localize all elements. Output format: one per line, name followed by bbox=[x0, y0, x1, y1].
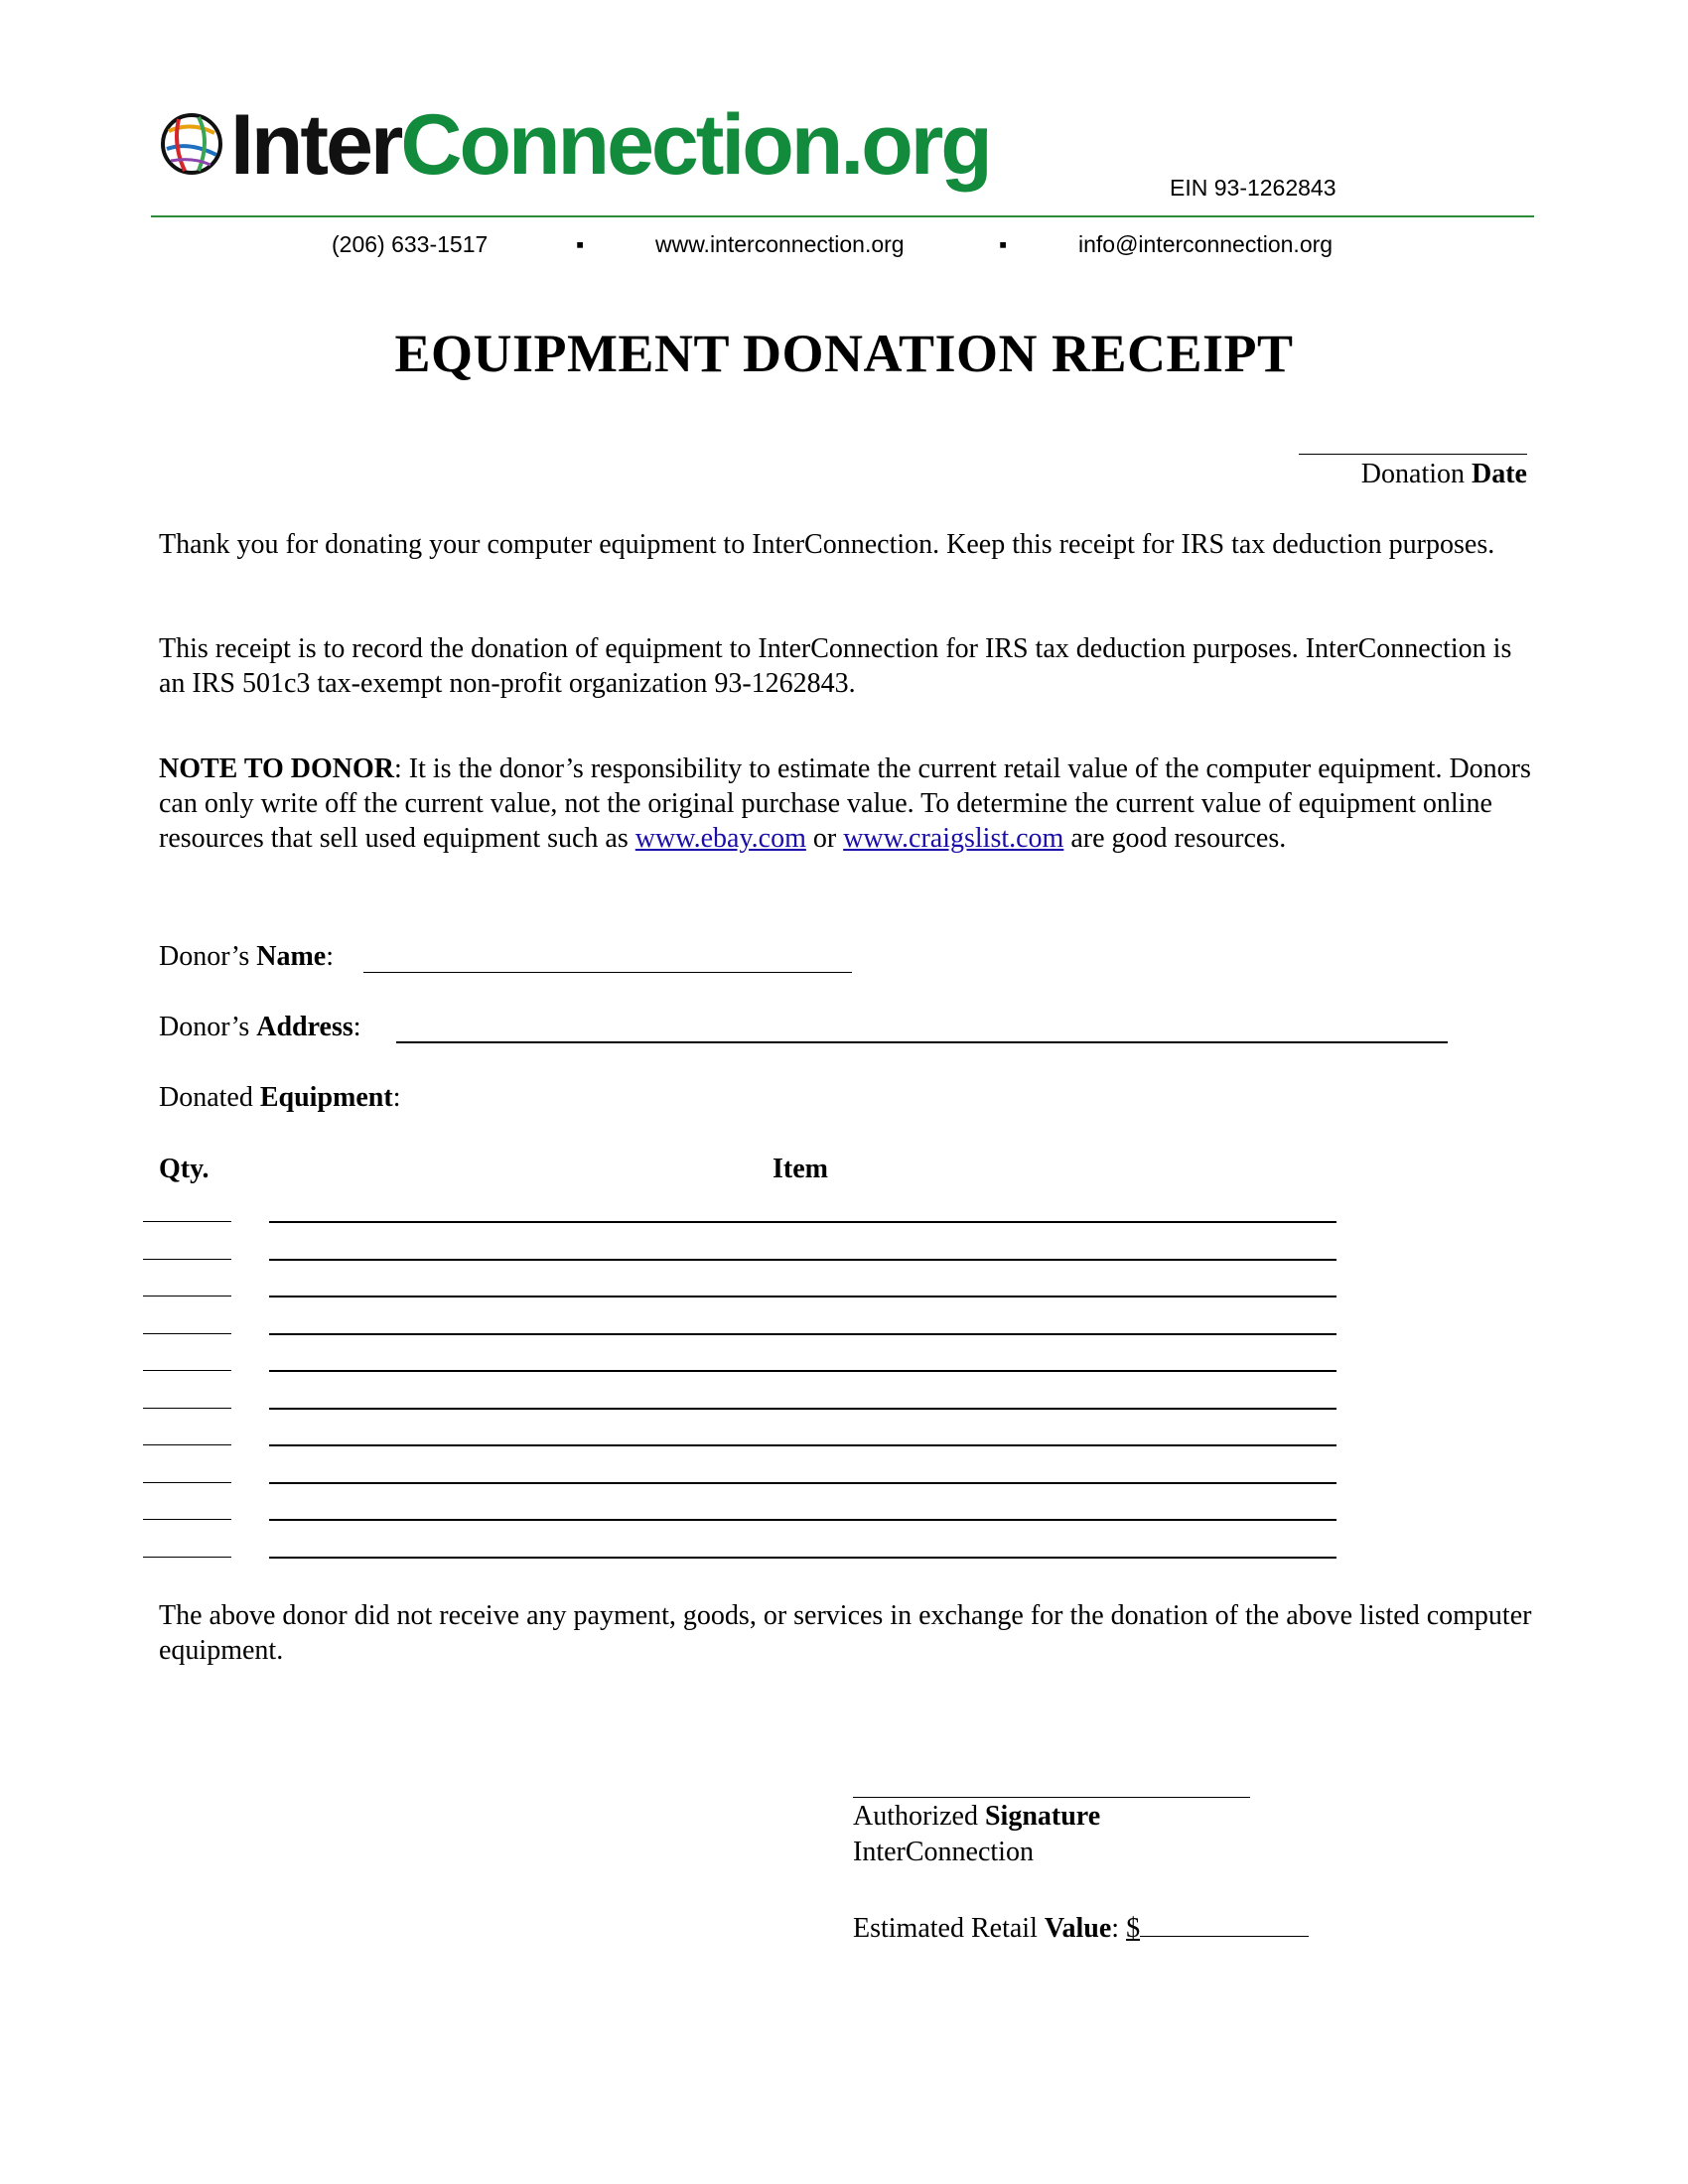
separator-bullet: ▪ bbox=[999, 231, 1008, 257]
logo-part-connection: Connection.org bbox=[400, 97, 990, 193]
donor-address-label bbox=[159, 1012, 361, 1043]
donated-equipment-label bbox=[159, 1082, 400, 1114]
donated-equipment-label-plain: Donated bbox=[159, 1082, 260, 1113]
signature-label-bold: Signature bbox=[984, 1801, 1101, 1832]
note-heading: NOTE TO DONOR bbox=[159, 753, 395, 784]
qty-blank-field[interactable] bbox=[143, 1221, 231, 1222]
no-exchange-paragraph: The above donor did not receive any payment, goods, or services in exchange for the donation of the above listed computer equipment. bbox=[159, 1600, 1532, 1666]
donated-equipment-label-bold: Equipment bbox=[259, 1082, 393, 1113]
donation-date-field[interactable] bbox=[1299, 454, 1527, 455]
craigslist-link[interactable]: www.craigslist.com bbox=[843, 823, 1064, 854]
donated-equipment-label-colon: : bbox=[392, 1082, 401, 1113]
logo-part-inter: Inter bbox=[230, 97, 401, 193]
estimated-value-field[interactable] bbox=[1140, 1908, 1309, 1937]
email-address[interactable]: info@interconnection.org bbox=[1078, 231, 1334, 257]
dollar-sign: $ bbox=[1126, 1913, 1141, 1944]
signature-label bbox=[853, 1801, 1100, 1833]
qty-blank-field[interactable] bbox=[143, 1408, 231, 1409]
donor-name-field[interactable] bbox=[363, 972, 852, 973]
note-or: or bbox=[805, 823, 844, 854]
qty-blank-field[interactable] bbox=[143, 1519, 231, 1520]
header-divider bbox=[151, 215, 1534, 217]
phone-number: (206) 633-1517 bbox=[332, 231, 489, 257]
qty-blank-field[interactable] bbox=[143, 1259, 231, 1260]
donation-date-label-bold: Date bbox=[1472, 459, 1527, 489]
note-end: are good resources. bbox=[1063, 823, 1287, 854]
qty-blank-field[interactable] bbox=[143, 1370, 231, 1371]
qty-column-header: Qty. bbox=[159, 1154, 210, 1184]
donor-address-label-colon: : bbox=[352, 1012, 361, 1042]
signature-field[interactable] bbox=[853, 1797, 1250, 1798]
signature-label-plain: Authorized bbox=[853, 1801, 985, 1832]
qty-blank-field[interactable] bbox=[143, 1557, 231, 1558]
estimated-value-label-bold: Value bbox=[1044, 1913, 1112, 1944]
document-title: EQUIPMENT DONATION RECEIPT bbox=[394, 324, 1294, 383]
donation-date-label bbox=[1361, 459, 1527, 490]
note-to-donor-paragraph bbox=[159, 751, 1539, 856]
donation-date-label-plain: Donation bbox=[1360, 459, 1473, 489]
tax-exempt-paragraph: This receipt is to record the donation of equipment to InterConnection for IRS tax deduction purposes. InterConnection is an IRS 501c3 tax-exempt non-profit organization 93-1262843. bbox=[159, 633, 1512, 699]
item-blank-field[interactable] bbox=[269, 1482, 1336, 1484]
item-blank-field[interactable] bbox=[269, 1557, 1336, 1559]
qty-blank-field[interactable] bbox=[143, 1482, 231, 1483]
item-blank-field[interactable] bbox=[269, 1444, 1336, 1446]
estimated-value-label-plain: Estimated Retail bbox=[853, 1913, 1045, 1944]
ebay-link[interactable]: www.ebay.com bbox=[634, 823, 806, 854]
item-column-header: Item bbox=[773, 1154, 828, 1184]
donor-name-label bbox=[159, 941, 334, 973]
qty-blank-field[interactable] bbox=[143, 1296, 231, 1297]
globe-logo-icon bbox=[159, 111, 224, 177]
donor-name-label-bold: Name bbox=[256, 941, 327, 972]
organization-logo bbox=[230, 97, 990, 193]
item-blank-field[interactable] bbox=[269, 1333, 1336, 1335]
donor-address-label-bold: Address bbox=[256, 1012, 353, 1042]
item-blank-field[interactable] bbox=[269, 1221, 1336, 1223]
separator-bullet: ▪ bbox=[576, 231, 585, 257]
item-blank-field[interactable] bbox=[269, 1370, 1336, 1372]
signature-organization: InterConnection bbox=[853, 1837, 1034, 1867]
qty-blank-field[interactable] bbox=[143, 1333, 231, 1334]
item-blank-field[interactable] bbox=[269, 1408, 1336, 1410]
estimated-value-label bbox=[853, 1908, 1309, 1945]
qty-blank-field[interactable] bbox=[143, 1444, 231, 1445]
estimated-value-label-colon: : bbox=[1111, 1913, 1127, 1944]
donor-address-field[interactable] bbox=[396, 1041, 1448, 1043]
donor-name-label-colon: : bbox=[326, 941, 335, 972]
item-blank-field[interactable] bbox=[269, 1259, 1336, 1261]
website-address[interactable]: www.interconnection.org bbox=[655, 231, 905, 257]
item-blank-field[interactable] bbox=[269, 1296, 1336, 1297]
item-blank-field[interactable] bbox=[269, 1519, 1336, 1521]
donor-address-label-plain: Donor’s bbox=[159, 1012, 257, 1042]
ein-number: EIN 93-1262843 bbox=[1170, 175, 1336, 201]
donor-name-label-plain: Donor’s bbox=[159, 941, 257, 972]
thank-you-paragraph: Thank you for donating your computer equipment to InterConnection. Keep this receipt for IRS tax deduction purposes. bbox=[159, 529, 1495, 560]
note-text: : It is the donor’s responsibility to estimate the current retail value of the computer equipment. Donors can only write off the current value, not the original purchase value. To determine the current value of equipment online resources that sell used equipment such as bbox=[159, 753, 1531, 854]
